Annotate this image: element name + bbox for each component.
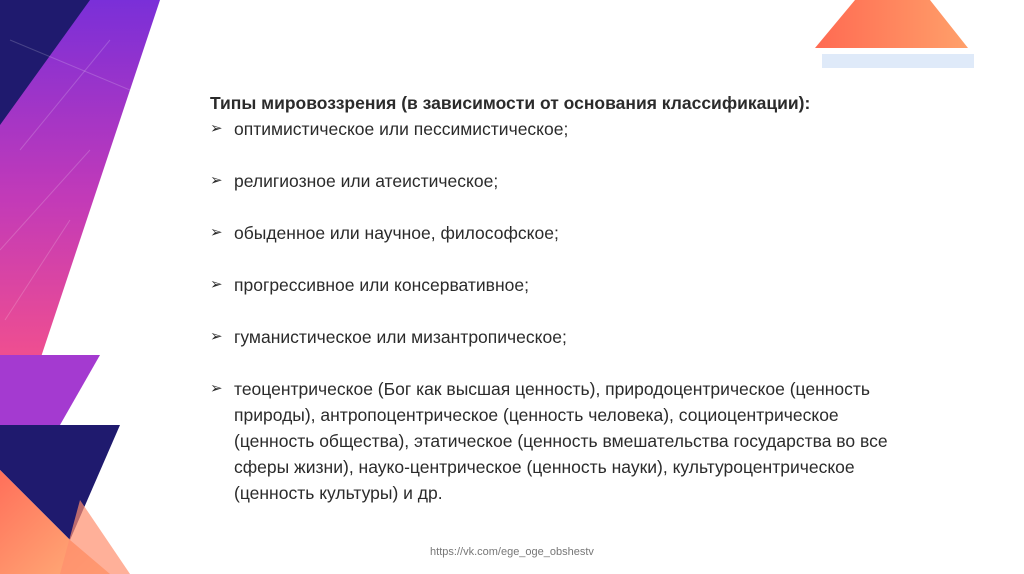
arrow-bullet-icon: ➢: [210, 224, 223, 241]
list-item: [210, 116, 910, 142]
list-item-text: обыденное или научное, философское;: [234, 223, 559, 243]
list-item: [210, 324, 910, 350]
coral-triangle-topright-shape: [815, 0, 968, 48]
list-item-text: религиозное или атеистическое;: [234, 171, 499, 191]
list-item-text: оптимистическое или пессимистическое;: [234, 119, 569, 139]
arrow-bullet-icon: ➢: [210, 172, 223, 189]
list-item: [210, 272, 910, 298]
list-item-text: прогрессивное или консервативное;: [234, 275, 529, 295]
list-item: [210, 168, 910, 194]
slide-content: [210, 90, 910, 506]
footer-link[interactable]: https://vk.com/ege_oge_obshestv: [430, 546, 594, 558]
list-item-text: гуманистическое или мизантропическое;: [234, 327, 567, 347]
slide-heading: Типы мировоззрения (в зависимости от основания классификации):: [210, 93, 811, 113]
list-item-text: теоцентрическое (Бог как высшая ценность), природоцентрическое (ценность природы), антропоцентрическое (ценность человека), социоцентрическое (ценность общества), этатическое (ценность вмешательства государства во все сферы жизни), науко-центрическое (ценность науки), культуроцентрическое (ценность культуры) и др.: [234, 379, 888, 503]
list-item: [210, 376, 910, 506]
list-item: [210, 220, 910, 246]
bullet-list: [210, 116, 910, 506]
arrow-bullet-icon: ➢: [210, 380, 223, 397]
arrow-bullet-icon: ➢: [210, 276, 223, 293]
arrow-bullet-icon: ➢: [210, 328, 223, 345]
arrow-bullet-icon: ➢: [210, 120, 223, 137]
